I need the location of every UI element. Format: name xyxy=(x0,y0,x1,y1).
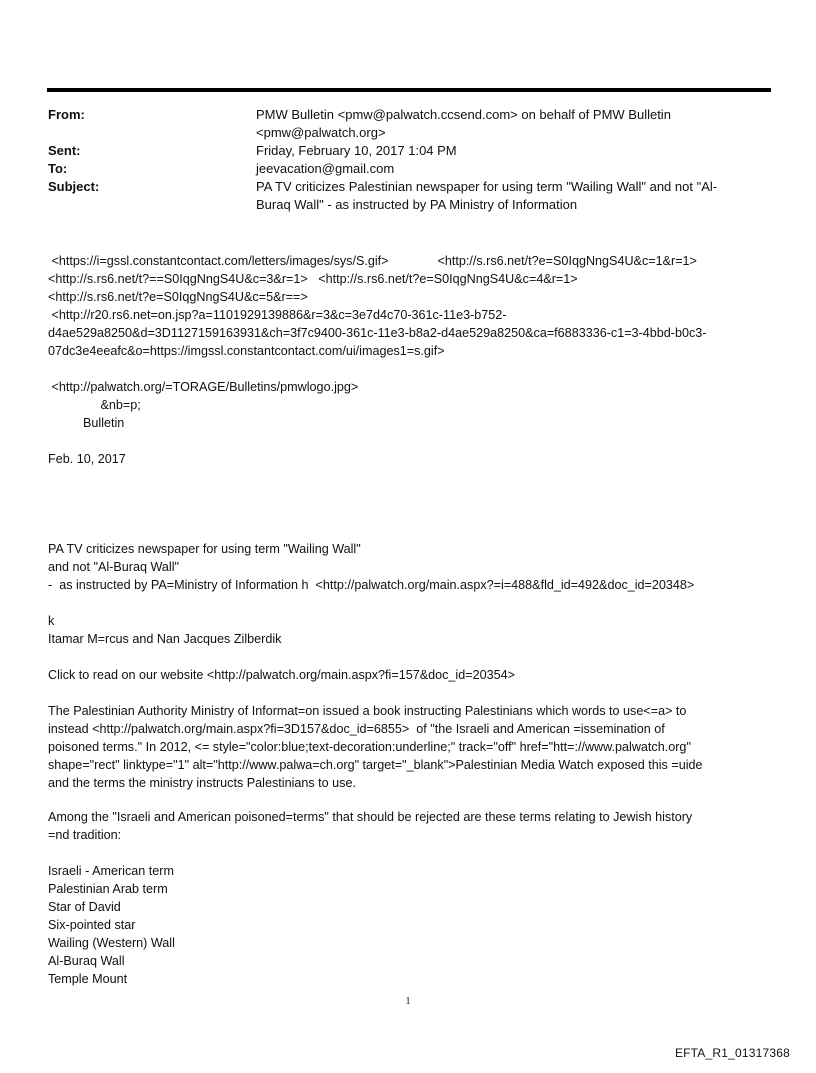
page-number: 1 xyxy=(405,996,411,1007)
header-rule xyxy=(47,88,771,92)
paragraph-terms-intro: Among the "Israeli and American poisoned=terms" that should be rejected are these terms relating to Jewish history =nd tradition: xyxy=(48,810,693,842)
subject-label: Subject: xyxy=(48,179,100,194)
tracking-links: <https://i=gssl.constantcontact.com/letters/images/sys/S.gif> <http://s.rs6.net/t?e=S0IqgNngS4U&c=1&r=1> <http://s.rs6.net/t?==S0IqgNngS4U&c=3&r=1> <http://s.rs6.net/t?e=S0IqgNngS4U&c=4&r=1> <http://s.rs6.net/t?e=S0IqgNngS4U&c=5&r==> <http://r20.rs6.net=on.jsp?a=1101929139886&r=3&c=3e7d4c70-361c-11e3-b752- d4ae529a8250&d=3D1127159163931&ch=3f7c9400-361c-11e3-b8a2-d4ae529a8250&ca=f6883336-c1=3-4bbd-b0c3- 07dc3e4eeafc&o=https://imgssl.constantcontact.com/ui/images1=s.gif> xyxy=(48,254,707,358)
subject-value: PA TV criticizes Palestinian newspaper for using term "Wailing Wall" and not "Al- xyxy=(256,179,718,194)
terms-list: Israeli - American term Palestinian Arab term Star of David Six-pointed star Wailing (Western) Wall Al-Buraq Wall Temple Mount xyxy=(48,864,175,986)
to-label: To: xyxy=(48,161,68,176)
logo-block: <http://palwatch.org/=TORAGE/Bulletins/pmwlogo.jpg> &nb=p; Bulletin xyxy=(51,380,359,430)
sent-value: Friday, February 10, 2017 1:04 PM xyxy=(256,143,457,158)
authors: k Itamar M=rcus and Nan Jacques Zilberdik xyxy=(48,614,282,646)
from-value-cont: <pmw@palwatch.org> xyxy=(256,125,386,140)
from-value: PMW Bulletin <pmw@palwatch.ccsend.com> on behalf of PMW Bulletin xyxy=(256,107,671,122)
headline: PA TV criticizes newspaper for using term "Wailing Wall" and not "Al-Buraq Wall" - as instructed by PA=Ministry of Information h <http://palwatch.org/main.aspx?=i=488&fld_id=492&doc_id=20348> xyxy=(48,542,695,592)
paragraph-ministry: The Palestinian Authority Ministry of Informat=on issued a book instructing Palestinians which words to use<=a> to instead <http://palwatch.org/main.aspx?fi=3D157&doc_id=6855> of "the Israeli and American =issemination of poisoned terms." In 2012, <= style="color:blue;text-decoration:underline;" track="off" href="htt=://www.palwatch.org" shape="rect" linktype="1" alt="http://www.palwa=ch.org" target="_blank">Palestinian Media Watch exposed this =uide and the terms the ministry instructs Palestinians to use. xyxy=(48,704,703,790)
bulletin-date: Feb. 10, 2017 xyxy=(48,452,126,466)
sent-row xyxy=(48,142,768,160)
from-row xyxy=(48,106,768,142)
subject-row xyxy=(48,178,768,214)
website-link: Click to read on our website <http://palwatch.org/main.aspx?fi=157&doc_id=20354> xyxy=(48,668,515,682)
bates-number: EFTA_R1_01317368 xyxy=(674,1046,790,1060)
email-header xyxy=(48,106,768,214)
to-value: jeevacation@gmail.com xyxy=(256,161,395,176)
subject-value-cont: Buraq Wall" - as instructed by PA Ministry of Information xyxy=(256,197,578,212)
sent-label: Sent: xyxy=(48,143,81,158)
from-label: From: xyxy=(48,107,85,122)
to-row xyxy=(48,160,768,178)
